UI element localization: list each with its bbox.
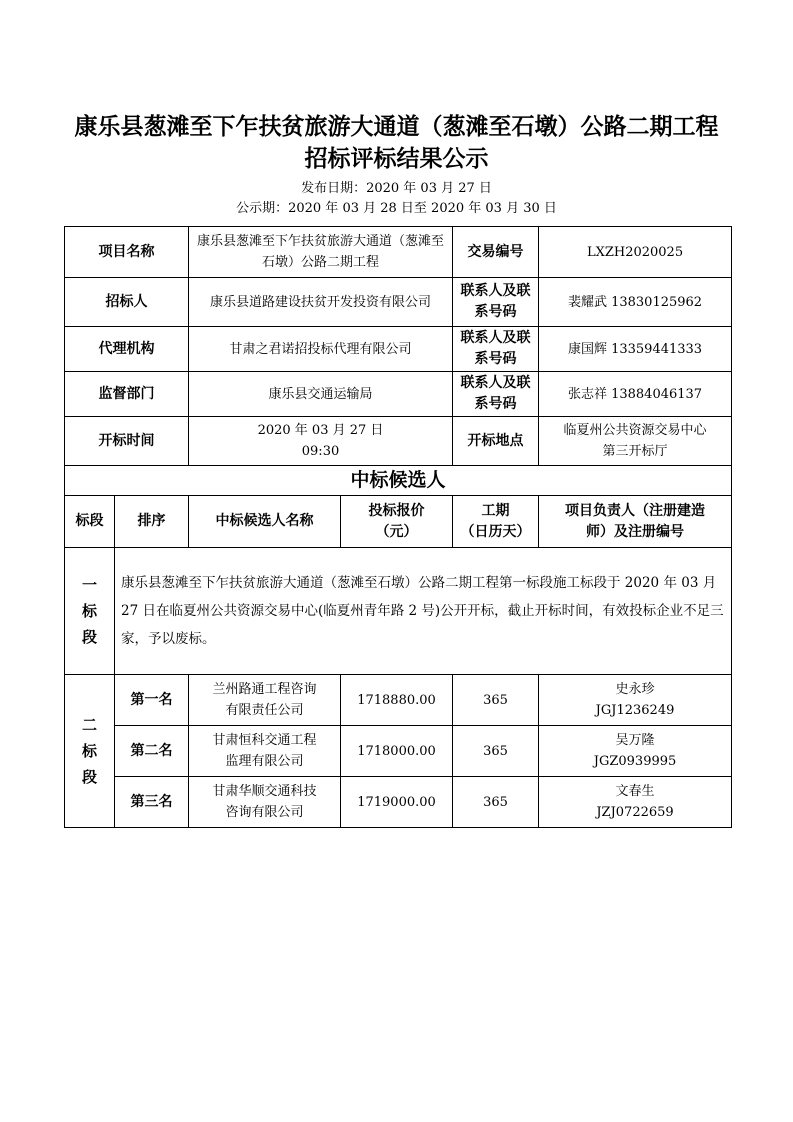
- header-period-line1: 工期: [481, 502, 510, 519]
- candidate-name-line1: 兰州路通工程咨询: [212, 682, 317, 697]
- header-price-line1: 投标报价: [368, 502, 425, 519]
- candidate-name-line2: 监理有限公司: [225, 754, 304, 769]
- candidate-period: 365: [453, 675, 539, 726]
- candidate-name: [189, 675, 341, 726]
- section2-label: [65, 675, 115, 828]
- candidate-rank: 第三名: [115, 777, 189, 828]
- candidate-manager-name: 文春生: [615, 784, 655, 799]
- open-time-label: 开标时间: [65, 417, 189, 466]
- open-time-value: [189, 417, 453, 466]
- candidate-manager-name: 吴万隆: [615, 733, 655, 748]
- agency-value: 甘肃之君诺招投标代理有限公司: [189, 327, 453, 372]
- page-subtitle: 招标评标结果公示: [304, 146, 489, 172]
- tenderer-contact-label: 联系人及联系号码: [453, 278, 539, 327]
- row-agency: [65, 327, 732, 372]
- header-manager-line1: 项目负责人（注册建造: [565, 502, 706, 519]
- trade-no-label: 交易编号: [453, 227, 539, 278]
- open-time-clock: 09:30: [301, 444, 340, 459]
- candidates-section-title: 中标候选人: [65, 466, 732, 496]
- candidate-row-2: [65, 726, 732, 777]
- candidate-manager-name: 史永珍: [615, 682, 655, 697]
- candidate-manager: [539, 777, 732, 828]
- candidate-name-line2: 咨询有限公司: [225, 805, 304, 820]
- row-supervision: [65, 372, 732, 417]
- supervision-contact-value: 张志祥 13884046137: [539, 372, 732, 417]
- supervision-label: 监督部门: [65, 372, 189, 417]
- open-time-date: 2020 年 03 月 27 日: [257, 423, 384, 438]
- candidate-name: [189, 777, 341, 828]
- open-place-line1: 临夏州公共资源交易中心: [563, 423, 707, 438]
- header-manager: [539, 496, 732, 548]
- row-project-name: [65, 227, 732, 278]
- tenderer-label: 招标人: [65, 278, 189, 327]
- candidate-manager: [539, 726, 732, 777]
- header-period: [453, 496, 539, 548]
- row-tenderer: [65, 278, 732, 327]
- result-table: [64, 226, 732, 828]
- candidate-period: 365: [453, 726, 539, 777]
- section2-char-1: 二: [81, 716, 97, 734]
- candidate-price: 1718880.00: [341, 675, 453, 726]
- agency-label: 代理机构: [65, 327, 189, 372]
- row-candidates-header: [65, 496, 732, 548]
- candidate-reg-no: JGZ0939995: [593, 754, 677, 769]
- supervision-contact-label: 联系人及联系号码: [453, 372, 539, 417]
- header-manager-line2: 师）及注册编号: [586, 523, 685, 540]
- header-section: 标段: [65, 496, 115, 548]
- agency-contact-value: 康国辉 13359441333: [539, 327, 732, 372]
- section1-char-1: 一: [81, 576, 97, 594]
- notice-period: 公示期：2020 年 03 月 28 日至 2020 年 03 月 30 日: [236, 201, 557, 216]
- project-name-value: 康乐县葱滩至下乍扶贫旅游大通道（葱滩至石墩）公路二期工程: [189, 227, 453, 278]
- header-name: 中标候选人名称: [189, 496, 341, 548]
- candidate-price: 1719000.00: [341, 777, 453, 828]
- open-place-line2: 第三开标厅: [602, 444, 668, 459]
- section1-label: [65, 548, 115, 675]
- tenderer-contact-value: 裴耀武 13830125962: [539, 278, 732, 327]
- section1-char-2: 标: [81, 602, 97, 620]
- project-name-label: 项目名称: [65, 227, 189, 278]
- open-place-label: 开标地点: [453, 417, 539, 466]
- row-candidates-title: [65, 466, 732, 496]
- candidate-price: 1718000.00: [341, 726, 453, 777]
- row-open-time: [65, 417, 732, 466]
- candidate-row-3: [65, 777, 732, 828]
- row-section1: [65, 548, 732, 675]
- candidate-name-line2: 有限责任公司: [225, 703, 304, 718]
- section2-char-2: 标: [81, 742, 97, 760]
- candidate-name: [189, 726, 341, 777]
- candidate-reg-no: JGJ1236249: [595, 703, 675, 718]
- section2-char-3: 段: [81, 768, 97, 786]
- header-price: [341, 496, 453, 548]
- agency-contact-label: 联系人及联系号码: [453, 327, 539, 372]
- publish-date: 发布日期：2020 年 03 月 27 日: [301, 181, 492, 196]
- candidate-name-line1: 甘肃华顺交通科技: [212, 784, 317, 799]
- open-place-value: [539, 417, 732, 466]
- header-rank: 排序: [115, 496, 189, 548]
- supervision-value: 康乐县交通运输局: [189, 372, 453, 417]
- header-price-line2: （元）: [375, 523, 418, 540]
- section1-note: 康乐县葱滩至下乍扶贫旅游大通道（葱滩至石墩）公路二期工程第一标段施工标段于 2020 年 03 月 27 日在临夏州公共资源交易中心(临夏州青年路 2 号)公开开标，截止开标时间，有效投标企业不足三家，予以废标。: [115, 548, 732, 675]
- candidate-row-1: [65, 675, 732, 726]
- candidate-rank: 第二名: [115, 726, 189, 777]
- header-period-line2: （日历天）: [460, 523, 531, 540]
- tenderer-value: 康乐县道路建设扶贫开发投资有限公司: [189, 278, 453, 327]
- trade-no-value: LXZH2020025: [539, 227, 732, 278]
- section1-char-3: 段: [81, 628, 97, 646]
- candidate-reg-no: JZJ0722659: [596, 805, 674, 820]
- candidate-rank: 第一名: [115, 675, 189, 726]
- candidate-period: 365: [453, 777, 539, 828]
- candidate-name-line1: 甘肃恒科交通工程: [212, 733, 317, 748]
- candidate-manager: [539, 675, 732, 726]
- page-title: 康乐县葱滩至下乍扶贫旅游大通道（葱滩至石墩）公路二期工程: [74, 114, 719, 140]
